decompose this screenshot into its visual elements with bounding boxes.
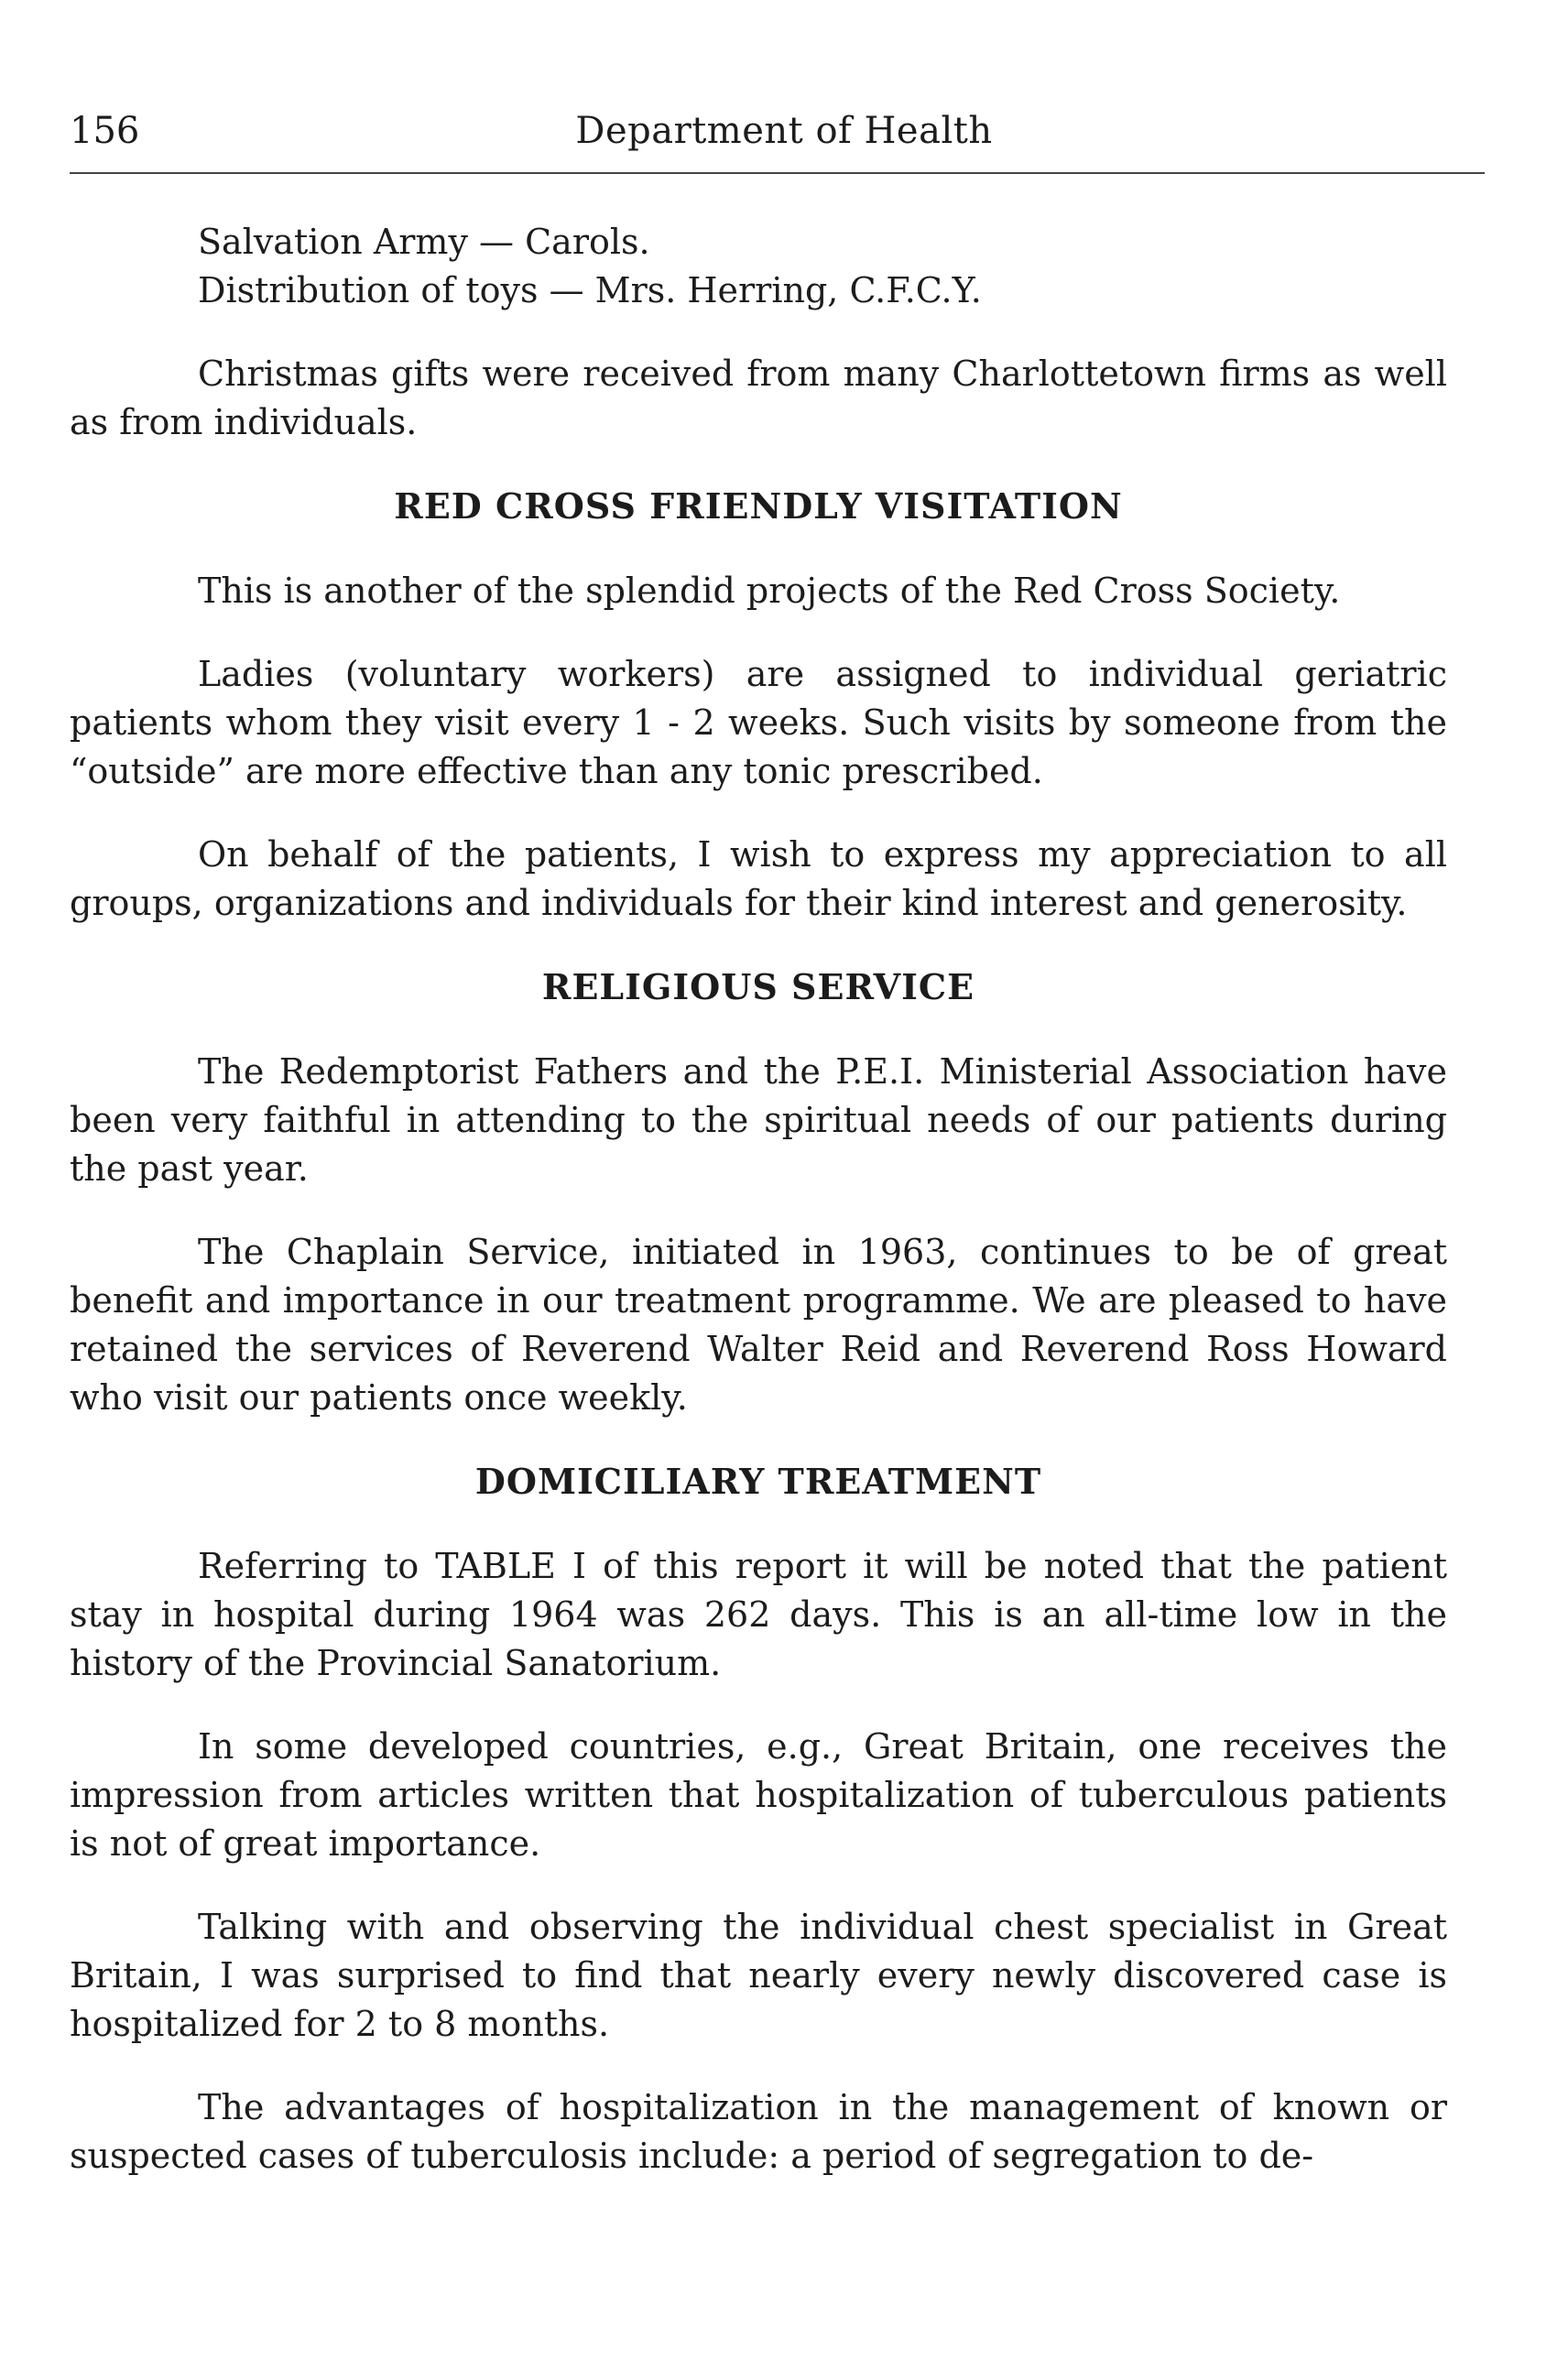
page-body	[70, 218, 1447, 2215]
section-heading: RELIGIOUS SERVICE	[541, 966, 975, 1007]
paragraph: This is another of the splendid projects of the Red Cross Society.	[198, 571, 1341, 611]
paragraph: Referring to TABLE I of this report it will be noted that the patient stay in hospital during 1964 was 262 days. This is an all-time low in the history of the Provincial Sanatorium.	[70, 1546, 1447, 1683]
paragraph: Ladies (voluntary workers) are assigned to individual geriatric patients whom they visit every 1 - 2 weeks. Such visits by someone from the “outside” are more effective than any tonic prescribed.	[70, 654, 1447, 791]
section-heading: DOMICILIARY TREATMENT	[474, 1461, 1042, 1502]
page-number: 156	[70, 110, 140, 152]
intro-line: Salvation Army — Carols.	[198, 222, 650, 262]
page-header	[0, 110, 1568, 165]
paragraph: In some developed countries, e.g., Great Britain, one receives the impression from articles written that hospitalization of tuberculous patients is not of great importance.	[70, 1726, 1447, 1864]
paragraph: On behalf of the patients, I wish to express my appreciation to all groups, organizations and individuals for their kind interest and generosity.	[70, 834, 1447, 923]
section-heading: RED CROSS FRIENDLY VISITATION	[394, 485, 1123, 527]
intro-lines	[70, 218, 1447, 315]
paragraph: Talking with and observing the individual chest specialist in Great Britain, I was surprised to find that nearly every newly discovered case is hospitalized for 2 to 8 months.	[70, 1907, 1447, 2044]
running-title: Department of Health	[575, 110, 993, 152]
paragraph: Christmas gifts were received from many Charlottetown firms as well as from individuals.	[70, 353, 1447, 442]
intro-line: Distribution of toys — Mrs. Herring, C.F.C.Y.	[198, 270, 982, 310]
paragraph: The advantages of hospitalization in the management of known or suspected cases of tuberculosis include: a period of segregation to de-	[70, 2087, 1447, 2176]
paragraph: The Chaplain Service, initiated in 1963, continues to be of great benefit and importance in our treatment programme. We are pleased to have retained the services of Reverend Walter Reid and Reverend Ross Howard who visit our patients once weekly.	[70, 1232, 1447, 1418]
paragraph: The Redemptorist Fathers and the P.E.I. Ministerial Association have been very faithful in attending to the spiritual needs of our patients during the past year.	[70, 1051, 1447, 1189]
header-rule	[70, 172, 1485, 174]
